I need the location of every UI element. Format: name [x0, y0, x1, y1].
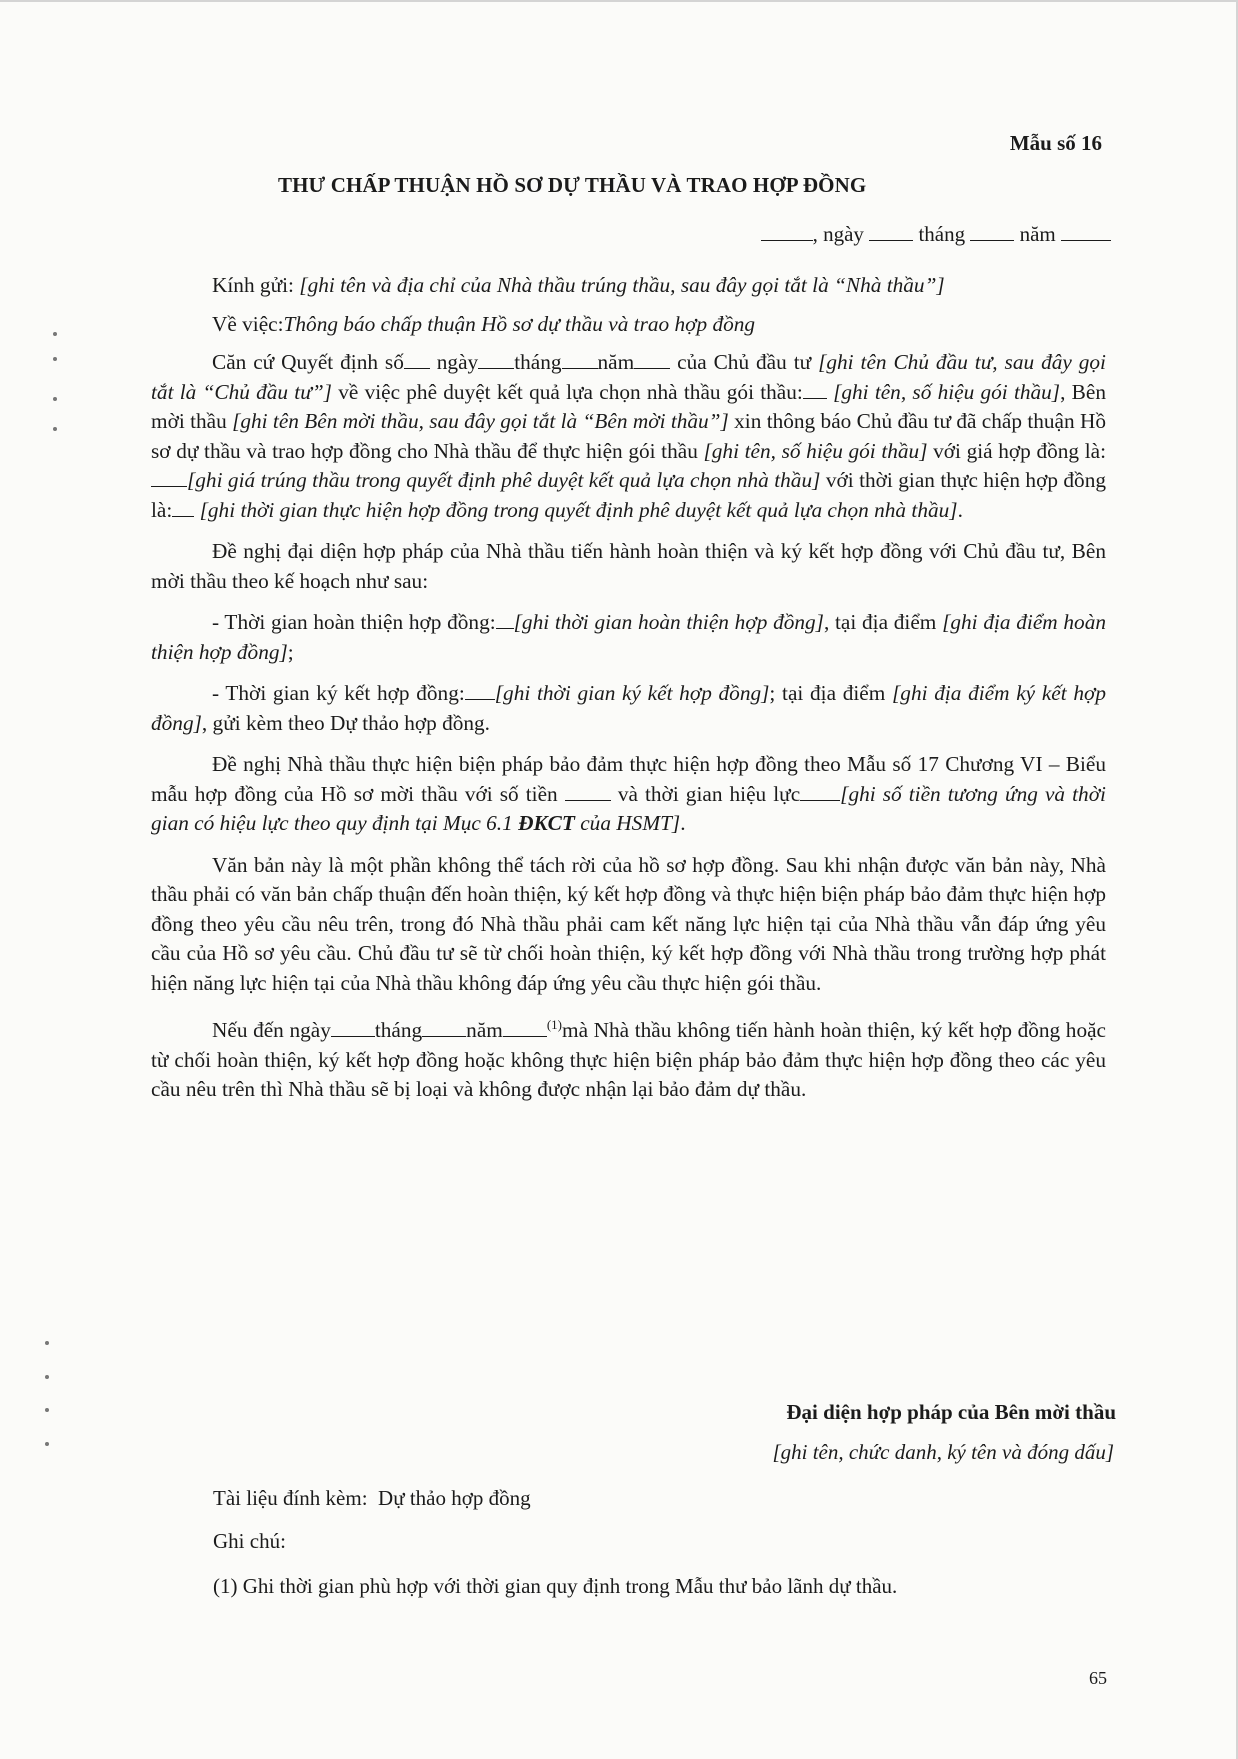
text-run: - Thời gian ký kết hợp đồng: — [212, 681, 465, 705]
blank-field — [761, 223, 813, 241]
text-run: ĐKCT — [518, 811, 575, 835]
text-run: [ghi tên Bên mời thầu, sau đây gọi tắt là “Bên mời thầu”] — [232, 409, 729, 433]
scan-mark — [53, 397, 57, 401]
text-run: , gửi kèm theo Dự thảo hợp đồng. — [201, 710, 490, 735]
note-1: (1) Ghi thời gian phù hợp với thời gian quy định trong Mẫu thư bảo lãnh dự thầu. — [213, 1574, 898, 1598]
blank-field — [172, 499, 194, 517]
notes-label: Ghi chú: — [213, 1529, 286, 1553]
text-run: [ghi địa điểm ký kết hợp đồng] — [151, 681, 1106, 735]
text-run: xin thông báo Chủ đầu tư đã chấp thuận Hồ sơ dự thầu và trao hợp đồng cho Nhà thầu để thực hiện gói thầu — [151, 409, 1107, 463]
date-year-label: năm — [1019, 222, 1056, 246]
recipient-line — [151, 271, 1106, 301]
blank-field — [800, 783, 840, 801]
blank-field — [1061, 223, 1111, 241]
blank-field — [331, 1019, 375, 1037]
paragraph-request: Đề nghị đại diện hợp pháp của Nhà thầu tiến hành hoàn thiện và ký kết hợp đồng với Chủ đầu tư, Bên mời thầu theo kế hoạch như sau: — [151, 539, 1106, 593]
subject-label: Về việc: — [212, 311, 284, 336]
blank-field — [970, 223, 1014, 241]
blank-field — [565, 783, 611, 801]
signature-note: [ghi tên, chức danh, ký tên và đóng dấu] — [772, 1440, 1114, 1464]
date-line — [761, 222, 1111, 247]
footnote-ref: (1) — [546, 1017, 563, 1032]
blank-field — [869, 223, 913, 241]
text-run: . — [680, 811, 686, 835]
paragraph-contract-document: Văn bản này là một phần không thể tách rời của hồ sơ hợp đồng. Sau khi nhận được văn bản này, Nhà thầu phải có văn bản chấp thuận đến hoàn thiện, ký kết hợp đồng và thực hiện biện pháp bảo đảm thực hiện hợp đồng theo yêu cầu nêu trên, trong đó Nhà thầu phải cam kết năng lực hiện tại của Nhà thầu vẫn đáp ứng yêu cầu của Hồ sơ yêu cầu. Chủ đầu tư sẽ từ chối hoàn thiện, ký kết hợp đồng với Nhà thầu trong trường hợp phát hiện năng lực hiện tại của Nhà thầu không đáp ứng yêu cầu thực hiện gói thầu. — [151, 852, 1106, 995]
page-number: 65 — [1089, 1668, 1107, 1688]
text-run: - Thời gian hoàn thiện hợp đồng: — [212, 610, 496, 634]
text-run: ; — [287, 639, 294, 664]
paragraph-signing-time — [151, 679, 1106, 738]
text-run: [ghi thời gian ký kết hợp đồng] — [494, 681, 770, 705]
subject-line — [151, 310, 1106, 340]
page-top-edge — [0, 0, 1238, 2]
text-run: [ghi địa điểm hoàn thiện hợp đồng] — [151, 610, 1106, 664]
text-run: [ghi thời gian hoàn thiện hợp đồng] — [513, 610, 824, 634]
text-run: với giá hợp đồng là: — [927, 438, 1106, 463]
document-title: THƯ CHẤP THUẬN HỒ SƠ DỰ THẦU VÀ TRAO HỢP ĐỒNG — [278, 173, 867, 197]
scan-mark — [53, 427, 57, 431]
paragraph-performance-security — [151, 750, 1106, 839]
text-run: , tại địa điểm — [823, 610, 943, 634]
text-run: [ghi thời gian thực hiện hợp đồng trong quyết định phê duyệt kết quả lựa chọn nhà thầu] — [194, 497, 958, 522]
blank-field — [151, 469, 187, 487]
signature-org: Đại diện hợp pháp của Bên mời thầu — [786, 1400, 1116, 1424]
text-run: Đề nghị Nhà thầu thực hiện biện pháp bảo đảm thực hiện hợp đồng theo Mẫu số 17 Chương VI – Biểu mẫu hợp đồng của Hồ sơ mời thầu với số tiền — [151, 752, 1106, 806]
date-month-label: tháng — [918, 222, 966, 246]
text-run: Căn cứ Quyết định số — [212, 350, 404, 374]
letter-body — [151, 271, 1106, 1105]
text-run: . — [957, 497, 963, 522]
text-run: tháng — [514, 350, 562, 374]
text-run: với thời gian thực hiện hợp đồng là: — [151, 468, 1107, 522]
scan-mark — [45, 1341, 49, 1345]
text-run: [ghi số tiền tương ứng và thời gian có hiệu lực theo quy định tại Mục 6.1 — [151, 781, 1106, 835]
scan-mark — [53, 332, 57, 336]
text-run: ; tại địa điểm — [769, 681, 893, 705]
blank-field — [562, 351, 598, 369]
to-label: Kính gửi: — [212, 273, 300, 297]
scan-mark — [45, 1375, 49, 1379]
text-run: của HSMT] — [574, 811, 681, 835]
scan-mark — [53, 357, 57, 361]
text-run: [ghi tên, số hiệu gói thầu] — [703, 438, 928, 463]
text-run: năm — [597, 350, 635, 374]
blank-field — [465, 682, 495, 700]
text-run: [ghi tên, số hiệu gói thầu] — [826, 379, 1061, 404]
blank-field — [496, 611, 514, 629]
text-run: [ghi tên Chủ đầu tư, sau đây gọi tắt là “Chủ đầu tư”] — [151, 350, 1106, 404]
blank-field — [503, 1019, 547, 1037]
paragraph-completion-time — [151, 608, 1106, 667]
text-run: mà Nhà thầu không tiến hành hoàn thiện, ký kết hợp đồng hoặc từ chối hoàn thiện, ký kết hợp đồng hoặc không thực hiện biện pháp bảo đảm thực hiện hợp đồng theo các yêu cầu nêu trên thì Nhà thầu sẽ bị loại và không được nhận lại bảo đảm dự thầu. — [151, 1018, 1106, 1102]
form-number: Mẫu số 16 — [1009, 131, 1102, 155]
text-run: , Bên mời thầu — [151, 379, 1106, 433]
blank-field — [422, 1019, 466, 1037]
text-run: của Chủ đầu tư — [670, 350, 819, 374]
text-run: [ghi giá trúng thầu trong quyết định phê duyệt kết quả lựa chọn nhà thầu] — [187, 468, 821, 492]
attachments: Tài liệu đính kèm: Dự thảo hợp đồng — [213, 1486, 531, 1510]
subject-value: Thông báo chấp thuận Hồ sơ dự thầu và trao hợp đồng — [283, 311, 756, 336]
to-value: [ghi tên và địa chỉ của Nhà thầu trúng thầu, sau đây gọi tắt là “Nhà thầu”] — [299, 273, 945, 297]
scan-mark — [45, 1442, 49, 1446]
date-day-label: , ngày — [812, 222, 864, 246]
blank-field — [803, 381, 827, 399]
blank-field — [404, 351, 430, 369]
text-run: và thời gian hiệu lực — [610, 781, 801, 806]
blank-field — [634, 351, 670, 369]
text-run: năm — [466, 1018, 503, 1043]
text-run: tháng — [374, 1018, 423, 1043]
scan-mark — [45, 1408, 49, 1412]
text-run: Nếu đến ngày — [212, 1018, 331, 1043]
paragraph-decision — [151, 348, 1106, 525]
blank-field — [478, 351, 514, 369]
text-run: ngày — [429, 350, 479, 374]
paragraph-deadline — [151, 1010, 1106, 1105]
text-run: về việc phê duyệt kết quả lựa chọn nhà thầu gói thầu: — [331, 379, 803, 404]
